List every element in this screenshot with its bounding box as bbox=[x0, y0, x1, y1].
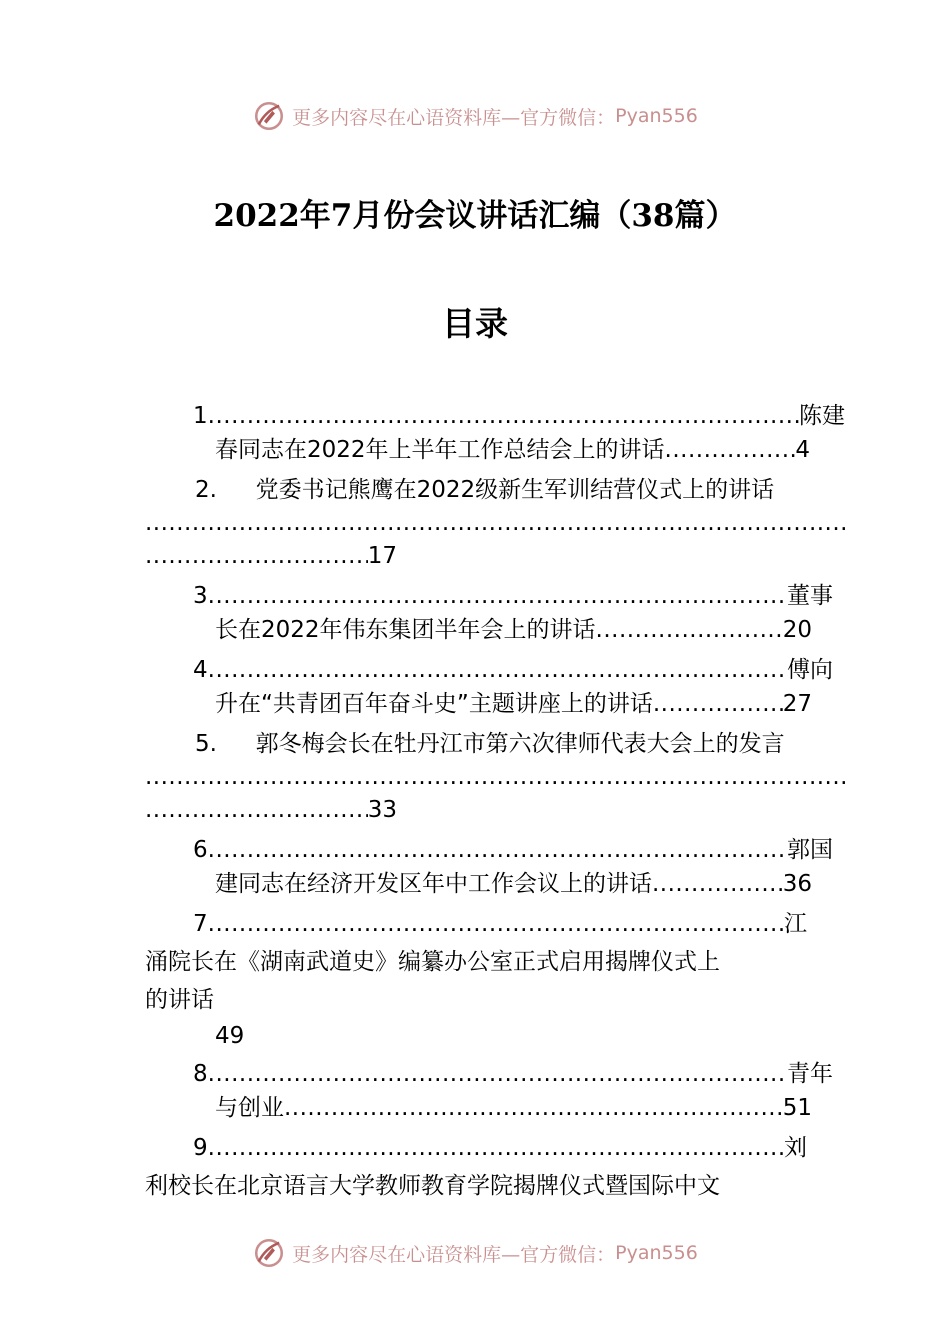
pen-swirl-logo-icon bbox=[252, 99, 286, 133]
toc-entry-7-line3[interactable] bbox=[145, 985, 214, 1015]
toc-entry-text: 的讲话 bbox=[145, 987, 214, 1013]
toc-entry-7-page[interactable] bbox=[215, 1021, 244, 1051]
toc-entry-2-line3[interactable] bbox=[145, 541, 397, 571]
toc-entry-text: 傅向 bbox=[787, 657, 833, 683]
toc-entry-number: 3 bbox=[193, 583, 208, 609]
toc-entry-text: 建同志在经济开发区年中工作会议上的讲话 bbox=[215, 871, 652, 897]
toc-entry-text: 春同志在2022年上半年工作总结会上的讲话 bbox=[215, 437, 665, 463]
watermark-text-en: Pyan556 bbox=[615, 105, 698, 127]
toc-entry-text: 江 bbox=[784, 911, 807, 937]
toc-entry-9-line1[interactable] bbox=[193, 1133, 807, 1163]
dot-leader bbox=[208, 909, 784, 939]
toc-entry-text: 涌院长在《湖南武道史》编纂办公室正式启用揭牌仪式上 bbox=[145, 949, 720, 975]
toc-entry-number: 6 bbox=[193, 837, 208, 863]
watermark-footer bbox=[0, 1233, 950, 1273]
toc-entry-number: 5. bbox=[195, 731, 217, 757]
toc-entry-number: 9 bbox=[193, 1135, 208, 1161]
toc-entry-text: 郭国 bbox=[787, 837, 833, 863]
toc-entry-number: 2. bbox=[195, 477, 217, 503]
toc-entry-page: 4 bbox=[795, 437, 810, 463]
toc-entry-page: 33 bbox=[367, 797, 397, 823]
toc-entry-8-line1[interactable] bbox=[193, 1059, 833, 1089]
dot-leader bbox=[652, 869, 783, 899]
toc-entry-text: 党委书记熊鹰在2022级新生军训结营仪式上的讲话 bbox=[255, 477, 775, 503]
toc-entry-1-line2[interactable] bbox=[215, 435, 810, 465]
dot-leader bbox=[145, 508, 847, 538]
pen-swirl-logo-icon bbox=[252, 1236, 286, 1270]
toc-entry-number: 1 bbox=[193, 403, 208, 429]
dot-leader bbox=[284, 1093, 783, 1123]
toc-entry-9-line2[interactable] bbox=[145, 1171, 720, 1201]
dot-leader bbox=[653, 689, 783, 719]
dot-leader bbox=[665, 435, 796, 465]
toc-entry-text: 刘 bbox=[784, 1135, 807, 1161]
dot-leader bbox=[145, 795, 368, 825]
toc-entry-page: 49 bbox=[215, 1023, 245, 1049]
dot-leader bbox=[208, 1059, 787, 1089]
toc-entry-number: 4 bbox=[193, 657, 208, 683]
toc-entry-7-line1[interactable] bbox=[193, 909, 807, 939]
toc-entry-4-line1[interactable] bbox=[193, 655, 833, 685]
dot-leader bbox=[145, 762, 847, 792]
dot-leader bbox=[208, 655, 787, 685]
toc-entry-number: 8 bbox=[193, 1061, 208, 1087]
dot-leader bbox=[208, 401, 799, 431]
toc-entry-4-line2[interactable] bbox=[215, 689, 812, 719]
toc-entry-text: 与创业 bbox=[215, 1095, 284, 1121]
toc-entry-2-leader bbox=[145, 508, 847, 538]
dot-leader bbox=[208, 581, 787, 611]
dot-leader bbox=[145, 541, 368, 571]
toc-entry-5-line1[interactable] bbox=[195, 729, 785, 759]
toc-heading: 目录 bbox=[442, 304, 508, 343]
toc-entry-page: 17 bbox=[367, 543, 397, 569]
watermark-text-en: Pyan556 bbox=[615, 1242, 698, 1264]
watermark-text-cn: 更多内容尽在心语资料库—官方微信： bbox=[292, 1243, 616, 1266]
toc-entry-6-line2[interactable] bbox=[215, 869, 812, 899]
dot-leader bbox=[208, 835, 787, 865]
toc-entry-6-line1[interactable] bbox=[193, 835, 833, 865]
toc-entry-5-leader bbox=[145, 762, 847, 792]
toc-entry-2-line1[interactable] bbox=[195, 475, 774, 505]
toc-entry-text: 利校长在北京语言大学教师教育学院揭牌仪式暨国际中文 bbox=[145, 1173, 720, 1199]
toc-entry-text: 长在2022年伟东集团半年会上的讲话 bbox=[215, 617, 596, 643]
toc-entry-3-line2[interactable] bbox=[215, 615, 812, 645]
toc-entry-page: 36 bbox=[782, 871, 812, 897]
toc-entry-text: 升在“共青团百年奋斗史”主题讲座上的讲话 bbox=[215, 691, 653, 717]
toc-entry-8-line2[interactable] bbox=[215, 1093, 812, 1123]
watermark-header bbox=[0, 96, 950, 136]
toc-entry-1-line1[interactable] bbox=[193, 401, 845, 431]
toc-entry-text: 郭冬梅会长在牡丹江市第六次律师代表大会上的发言 bbox=[255, 731, 785, 757]
toc-entry-page: 27 bbox=[782, 691, 812, 717]
toc-entry-page: 51 bbox=[782, 1095, 812, 1121]
toc-entry-text: 董事 bbox=[787, 583, 833, 609]
dot-leader bbox=[596, 615, 783, 645]
dot-leader bbox=[208, 1133, 784, 1163]
toc-entry-page: 20 bbox=[782, 617, 812, 643]
toc-entry-text: 陈建 bbox=[799, 403, 845, 429]
toc-entry-3-line1[interactable] bbox=[193, 581, 833, 611]
watermark-text-cn: 更多内容尽在心语资料库—官方微信： bbox=[292, 106, 616, 129]
toc-entry-text: 青年 bbox=[787, 1061, 833, 1087]
document-title: 2022年7月份会议讲话汇编（38篇） bbox=[213, 198, 737, 234]
toc-entry-5-line3[interactable] bbox=[145, 795, 397, 825]
toc-entry-7-line2[interactable] bbox=[145, 947, 720, 977]
toc-entry-number: 7 bbox=[193, 911, 208, 937]
